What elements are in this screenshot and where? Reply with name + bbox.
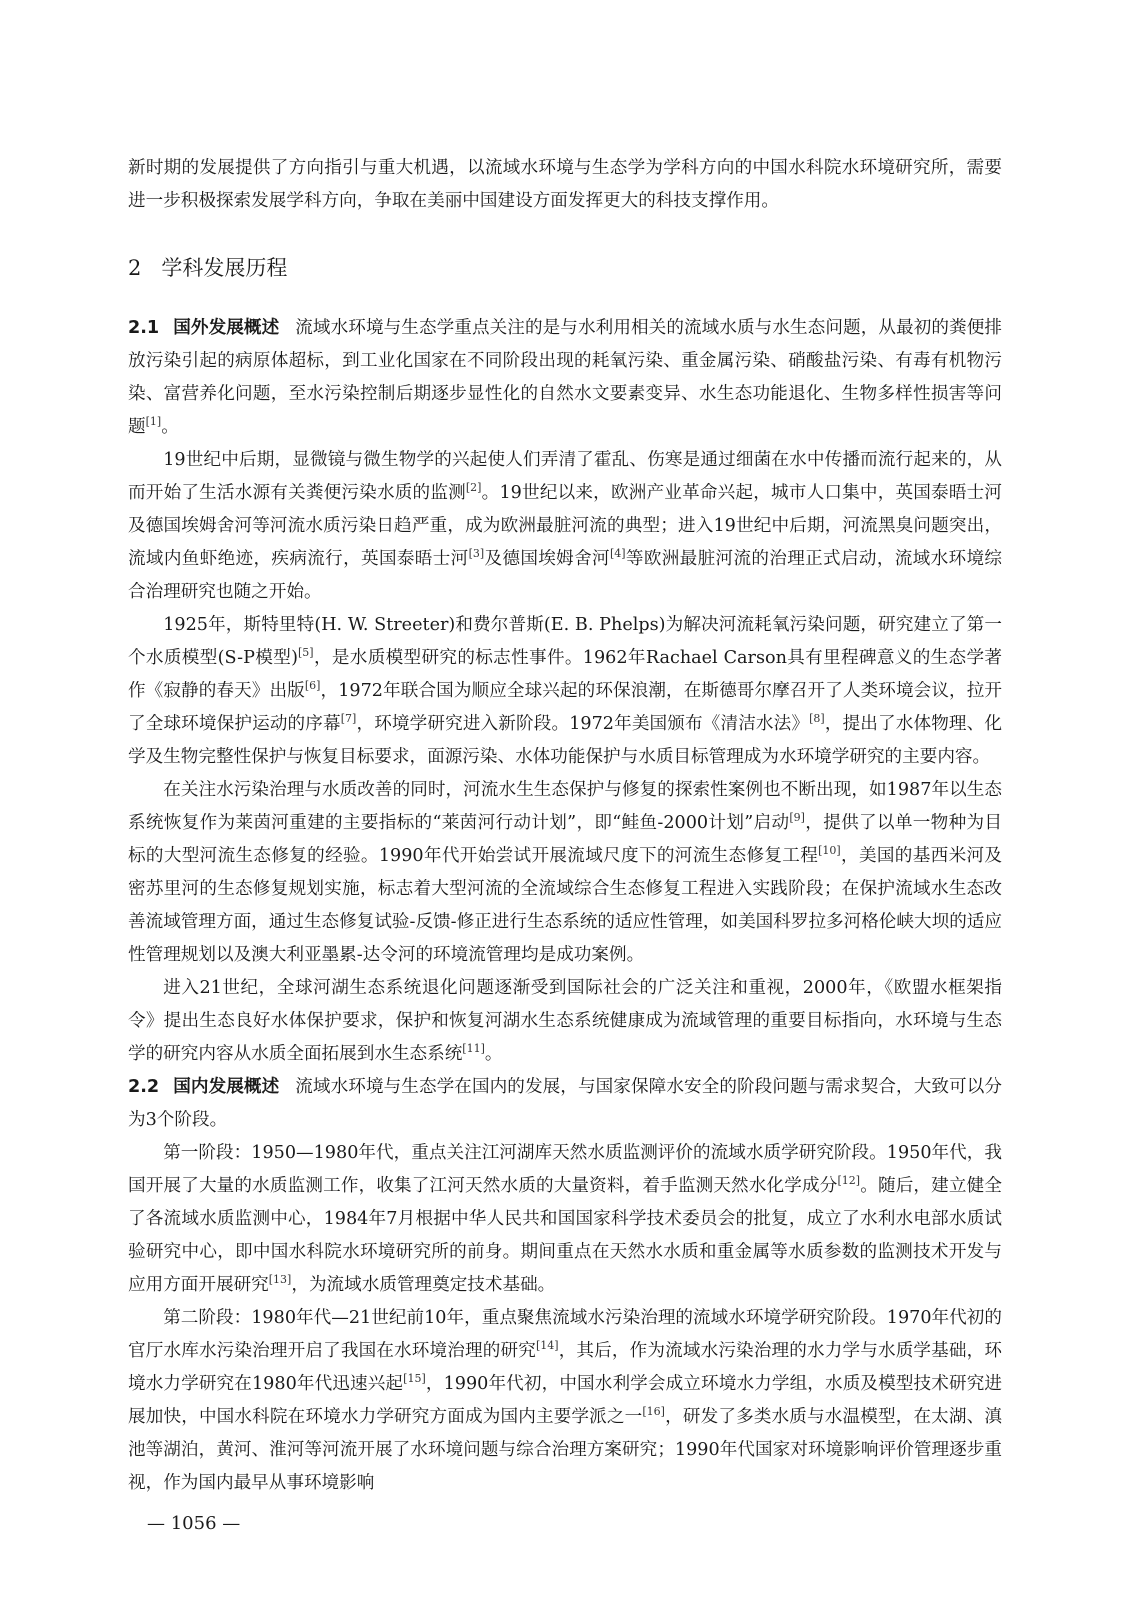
paragraph-19th-century: [128, 444, 1002, 609]
paragraph-2-2-intro: [128, 1071, 1002, 1137]
text-run: 1925年，斯特里特(H. W. Streeter)和费尔普斯(E. B. Phelps)为解决河流耗氧污染问题，研究建立了第一个水质模型(S-P模型): [128, 615, 1002, 668]
text-run: 流域水环境与生态学在国内的发展，与国家保障水安全的阶段问题与需求契合，大致可以分为3个阶段。: [128, 1077, 1002, 1130]
citation: [8]: [809, 712, 825, 726]
text-run: 流域水环境与生态学重点关注的是与水利用相关的流域水质与水生态问题，从最初的粪便排放污染引起的病原体超标，到工业化国家在不同阶段出现的耗氧污染、重金属污染、硝酸盐污染、有毒有机物污染、富营养化问题，至水污染控制后期逐步显性化的自然水文要素变异、水生态功能退化、生物多样性损害等问题: [128, 318, 1002, 437]
text-run: 。19世纪以来，欧洲产业革命兴起，城市人口集中，英国泰晤士河及德国埃姆舍河等河流水质污染日趋严重，成为欧洲最脏河流的典型；进入19世纪中后期，河流黑臭问题突出，流域内鱼虾绝迹，疾病流行，英国泰晤士河: [128, 483, 1002, 569]
citation: [13]: [268, 1273, 292, 1287]
citation: [7]: [340, 712, 357, 726]
text-run: 第二阶段：1980年代—21世纪前10年，重点聚焦流域水污染治理的流域水环境学研究阶段。1970年代初的官厅水库水污染治理开启了我国在水环境治理的研究: [128, 1308, 1002, 1361]
text-run: 。: [484, 1044, 503, 1064]
text-run: 及德国埃姆舍河: [484, 549, 610, 569]
text-run: 等欧洲最脏河流的治理正式启动，流域水环境综合治理研究也随之开始。: [128, 549, 1002, 602]
citation: [1]: [145, 415, 162, 429]
citation: [16]: [642, 1405, 665, 1419]
citation: [14]: [535, 1339, 559, 1353]
paragraph-1925: [128, 609, 1002, 774]
paragraph-stage-two: [128, 1302, 1002, 1500]
subsection-number: 2.2: [128, 1077, 160, 1097]
section-number: 2: [128, 256, 142, 280]
citation: [10]: [818, 844, 841, 858]
citation: [12]: [837, 1174, 861, 1188]
subsection-title: 国内发展概述: [173, 1077, 280, 1097]
page-number: — 1056 —: [147, 1513, 241, 1534]
text-run: ，为流域水质管理奠定技术基础。: [291, 1275, 556, 1295]
text-run: 。: [161, 417, 179, 437]
citation: [4]: [609, 547, 626, 561]
subsection-number: 2.1: [128, 318, 160, 338]
text-run: ，1990年代初，中国水利学会成立环境水力学组，水质及模型技术研究进展加快，中国水科院在环境水力学研究方面成为国内主要学派之一: [128, 1374, 1003, 1427]
text-run: ，是水质模型研究的标志性事件。1962年Rachael Carson具有里程碑意义的生态学著作《寂静的春天》出版: [128, 648, 1002, 701]
citation: [3]: [468, 547, 485, 561]
subsection-title: 国外发展概述: [173, 318, 280, 338]
paragraph-stage-one: [128, 1137, 1002, 1302]
text-run: 进入21世纪，全球河湖生态系统退化问题逐渐受到国际社会的广泛关注和重视，2000年，《欧盟水框架指令》提出生态良好水体保护要求，保护和恢复河湖水生态系统健康成为流域管理的重要目标指向，水环境与生态学的研究内容从水质全面拓展到水生态系统: [128, 978, 1002, 1064]
intro-paragraph: 新时期的发展提供了方向指引与重大机遇，以流域水环境与生态学为学科方向的中国水科院水环境研究所，需要进一步积极探索发展学科方向，争取在美丽中国建设方面发挥更大的科技支撑作用。: [128, 158, 1002, 211]
citation: [2]: [465, 481, 482, 495]
text-run: ，美国的基西米河及密苏里河的生态修复规划实施，标志着大型河流的全流域综合生态修复工程进入实践阶段；在保护流域水生态改善流域管理方面，通过生态修复试验-反馈-修正进行生态系统的适应性管理，如美国科罗拉多河格伦峡大坝的适应性管理规划以及澳大利亚墨累-达令河的环境流管理均是成功案例。: [128, 846, 1002, 965]
text-run: 。随后，建立健全了各流域水质监测中心，1984年7月根据中华人民共和国国家科学技术委员会的批复，成立了水利水电部水质试验研究中心，即中国水科院水环境研究所的前身。期间重点在天然水水质和重金属等水质参数的监测技术开发与应用方面开展研究: [128, 1176, 1002, 1295]
paragraph-21st-century: [128, 972, 1002, 1071]
citation: [9]: [789, 811, 805, 825]
section-title: 学科发展历程: [161, 256, 288, 280]
text-run: ，其后，作为流域水污染治理的水力学与水质学基础，环境水力学研究在1980年代迅速兴起: [128, 1341, 1002, 1394]
text-run: ，1972年联合国为顺应全球兴起的环保浪潮，在斯德哥尔摩召开了人类环境会议，拉开了全球环境保护运动的序幕: [128, 681, 1002, 734]
paragraph-2-1-intro: [128, 312, 1002, 444]
text-run: ，环境学研究进入新阶段。1972年美国颁布《清洁水法》: [356, 714, 810, 734]
text-run: 19世纪中后期，显微镜与微生物学的兴起使人们弄清了霍乱、伤寒是通过细菌在水中传播而流行起来的，从而开始了生活水源有关粪便污染水质的监测: [128, 450, 1002, 503]
section-heading: [128, 253, 1002, 283]
page-body: [128, 152, 1002, 1500]
text-run: ，研发了多类水质与水温模型，在太湖、滇池等湖泊，黄河、淮河等河流开展了水环境问题与综合治理方案研究；1990年代国家对环境影响评价管理逐步重视，作为国内最早从事环境影响: [128, 1407, 1002, 1493]
text-run: ，提出了水体物理、化学及生物完整性保护与恢复目标要求，面源污染、水体功能保护与水质目标管理成为水环境学研究的主要内容。: [128, 714, 1002, 767]
citation: [15]: [403, 1372, 426, 1386]
text-run: 在关注水污染治理与水质改善的同时，河流水生生态保护与修复的探索性案例也不断出现，如1987年以生态系统恢复作为莱茵河重建的主要指标的“莱茵河行动计划”，即“鲑鱼-2000计划”启动: [128, 780, 1002, 833]
paragraph-ecology-restoration: [128, 774, 1002, 972]
text-run: ，提供了以单一物种为目标的大型河流生态修复的经验。1990年代开始尝试开展流域尺度下的河流生态修复工程: [128, 813, 1002, 866]
citation: [6]: [304, 679, 321, 693]
citation: [11]: [462, 1042, 485, 1056]
citation: [5]: [298, 646, 314, 660]
text-run: 第一阶段：1950—1980年代，重点关注江河湖库天然水质监测评价的流域水质学研究阶段。1950年代，我国开展了大量的水质监测工作，收集了江河天然水质的大量资料，着手监测天然水化学成分: [128, 1143, 1002, 1196]
